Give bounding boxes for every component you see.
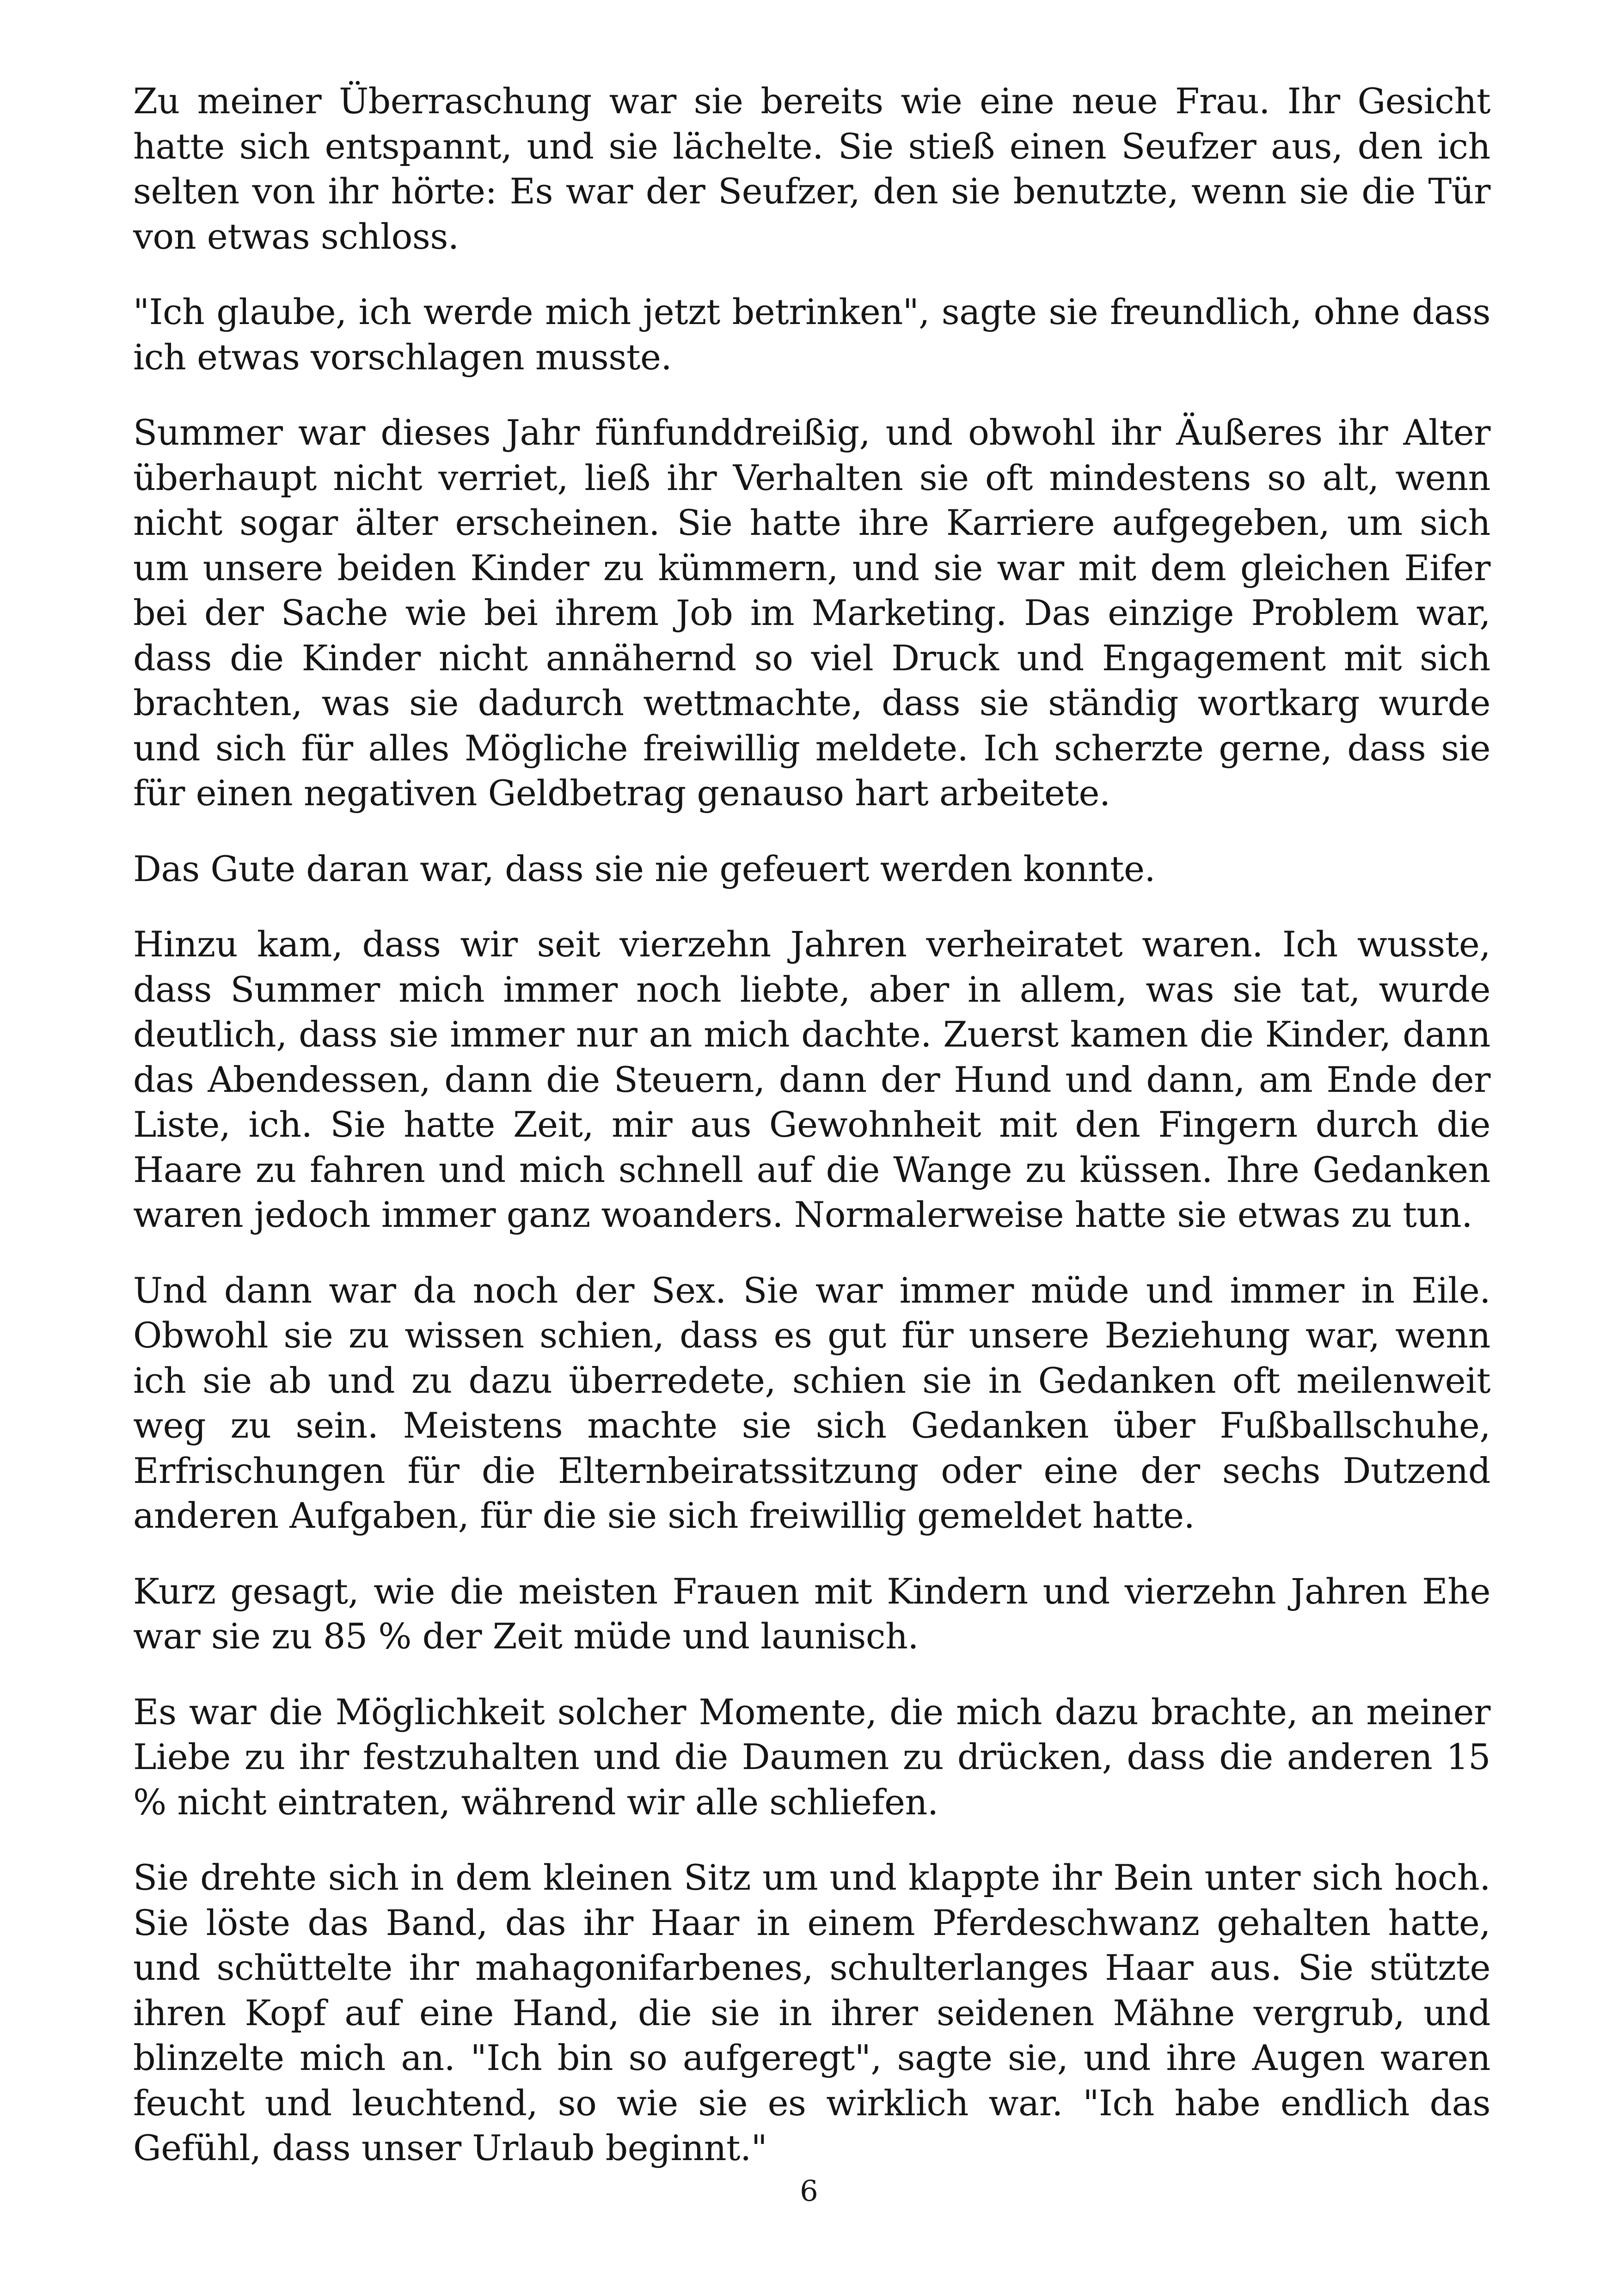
page-number: 6: [800, 2174, 818, 2208]
paragraph-1: Zu meiner Überraschung war sie bereits wie eine neue Frau. Ihr Gesicht hatte sich entspannt, und sie lächelte. Sie stieß einen Seufzer aus, den ich selten von ihr hörte: Es war der Seufzer, den sie benutzte, wenn sie die Tür von etwas schloss.: [133, 80, 1490, 257]
paragraph-7: Kurz gesagt, wie die meisten Frauen mit Kindern und vierzehn Jahren Ehe war sie zu 85 % der Zeit müde und launisch.: [133, 1570, 1490, 1657]
paragraph-4: Das Gute daran war, dass sie nie gefeuert werden konnte.: [133, 848, 1156, 889]
paragraph-2: "Ich glaube, ich werde mich jetzt betrinken", sagte sie freundlich, ohne dass ich etwas vorschlagen musste.: [133, 291, 1490, 378]
paragraph-6: Und dann war da noch der Sex. Sie war immer müde und immer in Eile. Obwohl sie zu wissen schien, dass es gut für unsere Beziehung war, wenn ich sie ab und zu dazu überredete, schien sie in Gedanken oft meilenweit weg zu sein. Meistens machte sie sich Gedanken über Fußballschuhe, Erfrischungen für die Elternbeiratssitzung oder eine der sechs Dutzend anderen Aufgaben, für die sie sich freiwillig gemeldet hatte.: [133, 1269, 1490, 1536]
body-text: [133, 79, 1490, 2201]
paragraph-5: Hinzu kam, dass wir seit vierzehn Jahren verheiratet waren. Ich wusste, dass Summer mich immer noch liebte, aber in allem, was sie tat, wurde deutlich, dass sie immer nur an mich dachte. Zuerst kamen die Kinder, dann das Abendessen, dann die Steuern, dann der Hund und dann, am Ende der Liste, ich. Sie hatte Zeit, mir aus Gewohnheit mit den Fingern durch die Haare zu fahren und mich schnell auf die Wange zu küssen. Ihre Gedanken waren jedoch immer ganz woanders. Normalerweise hatte sie etwas zu tun.: [133, 924, 1490, 1235]
paragraph-3: Summer war dieses Jahr fünfunddreißig, und obwohl ihr Äußeres ihr Alter überhaupt nicht verriet, ließ ihr Verhalten sie oft mindestens so alt, wenn nicht sogar älter erscheinen. Sie hatte ihre Karriere aufgegeben, um sich um unsere beiden Kinder zu kümmern, und sie war mit dem gleichen Eifer bei der Sache wie bei ihrem Job im Marketing. Das einzige Problem war, dass die Kinder nicht annähernd so viel Druck und Engagement mit sich brachten, was sie dadurch wettmachte, dass sie ständig wortkarg wurde und sich für alles Mögliche freiwillig meldete. Ich scherzte gerne, dass sie für einen negativen Geldbetrag genauso hart arbeitete.: [133, 412, 1490, 814]
paragraph-9: Sie drehte sich in dem kleinen Sitz um und klappte ihr Bein unter sich hoch. Sie löste das Band, das ihr Haar in einem Pferdeschwanz gehalten hatte, und schüttelte ihr mahagonifarbenes, schulterlanges Haar aus. Sie stützte ihren Kopf auf eine Hand, die sie in ihrer seidenen Mähne vergrub, und blinzelte mich an. "Ich bin so aufgeregt", sagte sie, und ihre Augen waren feucht und leuchtend, so wie sie es wirklich war. "Ich habe endlich das Gefühl, dass unser Urlaub beginnt.": [133, 1857, 1490, 2168]
paragraph-8: Es war die Möglichkeit solcher Momente, die mich dazu brachte, an meiner Liebe zu ihr festzuhalten und die Daumen zu drücken, dass die anderen 15 % nicht eintraten, während wir alle schliefen.: [133, 1691, 1490, 1823]
